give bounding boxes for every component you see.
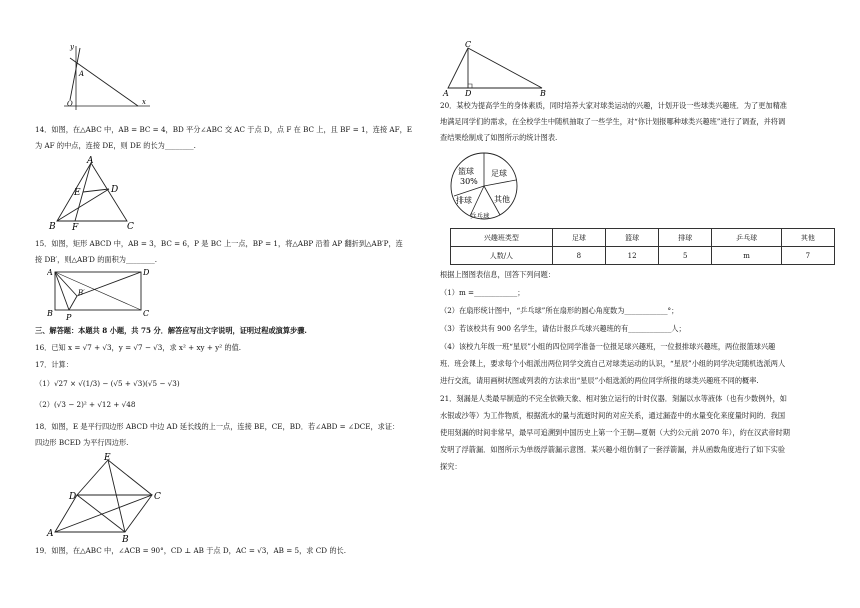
table-header-cell: 其他 xyxy=(781,229,834,247)
q19-text: 19．如图，在△ABC 中，∠ACB = 90°，CD ⊥ AB 于点 D，AC = √3，AB = 5，求 CD 的长. xyxy=(35,546,346,555)
q15-figure xyxy=(47,266,157,322)
q14-label-b: B xyxy=(49,222,56,230)
q19-label-a: A xyxy=(443,89,449,96)
q21-line2: 水银或沙等）为工作物质，根据流水的量与流逝时间的对应关系，通过漏壶中的水量变化来度量时间的．我国 xyxy=(440,411,786,420)
q15-label-a: A xyxy=(47,268,53,277)
table-cell: m xyxy=(712,247,781,265)
table-header-cell: 篮球 xyxy=(605,229,658,247)
q17-part1: （1）√27 × √(1/3) − (√5 + √3)(√5 − √3) xyxy=(35,379,180,388)
q15-line1: 15．如图，矩形 ABCD 中，AB = 3，BC = 6，P 是 BC 上一点，BP = 1，将△ABP 沿着 AP 翻折到△AB′P，连 xyxy=(35,239,403,248)
q14-figure xyxy=(47,155,137,230)
q19-figure xyxy=(440,38,560,96)
origin-label: O xyxy=(67,100,73,108)
q18-label-c: C xyxy=(154,492,161,502)
q16-text: 16．已知 x = √7 + √3，y = √7 − √3，求 x² + xy + y² 的值. xyxy=(35,343,242,352)
q20-prompt: 根据上图图表信息，回答下列问题： xyxy=(440,270,556,279)
table-cell: 8 xyxy=(552,247,605,265)
q14-label-d: D xyxy=(111,185,119,195)
q20-part4-line1: （4）该校九年级一班“星辰”小组的四位同学准备一位报足球兴趣班，一位报排球兴趣班，两位报篮球兴趣 xyxy=(440,342,776,351)
section-3-heading: 三、解答题：本题共 8 小题，共 75 分．解答应写出文字说明，证明过程或演算步骤. xyxy=(35,326,307,335)
table-header-cell: 排球 xyxy=(659,229,712,247)
q20-part3: （3）若该校共有 900 名学生，请估计报乒乓球兴趣班的有____________人； xyxy=(440,324,686,333)
q15-label-bprime: B′ xyxy=(78,289,85,297)
table-header-cell: 乒乓球 xyxy=(712,229,781,247)
q18-figure xyxy=(45,452,175,544)
q21-line3: 使用刻漏的时间非常早，最早可追溯到中国历史上第一个王朝—夏朝（大约公元前 2070 年），約在汉武帝时期 xyxy=(440,428,790,437)
q21-line1: 21．刻漏是人类最早制造的不完全依赖天象、相对独立运行的计时仪器．刻漏以水等液体（也有少数例外，如 xyxy=(440,394,787,403)
q18-label-a: A xyxy=(47,529,54,539)
y-axis-label: y xyxy=(70,43,74,51)
q17-part2: （2）(√3 − 2)² + √12 + √48 xyxy=(35,400,136,409)
pie-chart xyxy=(446,150,526,224)
pie-label-pingpong: 乒乓球 xyxy=(470,212,490,220)
q14-label-f: F xyxy=(72,223,79,230)
q20-part2: （2）在扇形统计图中，“乒乓球”所在扇形的圆心角度数为____________°； xyxy=(440,306,679,315)
q14-line2: 为 AF 的中点，连接 DE，则 DE 的长为________. xyxy=(35,141,196,150)
q17-text: 17．计算： xyxy=(35,360,73,369)
q19-label-c: C xyxy=(465,40,472,49)
table-row xyxy=(451,247,835,265)
q21-line5: 探究： xyxy=(440,462,462,471)
q15-line2: 接 DB′，则△AB′D 的面积为________. xyxy=(35,255,157,264)
table-cell: 5 xyxy=(659,247,712,265)
point-a-label: A xyxy=(79,70,85,78)
x-axis-label: x xyxy=(142,98,146,106)
pie-label-volleyball: 排球 xyxy=(456,196,472,205)
q20-part1: （1）m =____________； xyxy=(440,288,525,297)
q18-label-e: E xyxy=(104,453,111,463)
table-header-cell: 兴趣班类型 xyxy=(451,229,553,247)
q18-line1: 18．如图，E 是平行四边形 ABCD 中边 AD 延长线的上一点，连接 BE，CE，BD．若∠ABD = ∠DCE，求证： xyxy=(35,422,400,431)
q14-line1: 14．如图，在△ABC 中，AB = BC = 4，BD 平分∠ABC 交 AC 于点 D，点 F 在 BC 上，且 BF = 1，连接 AF，E xyxy=(35,125,413,134)
q15-label-d: D xyxy=(143,268,150,277)
q20-part4-line3: 进行交流，请用画树状图或列表的方法求出“星辰”小组选派的两位同学所报的球类兴趣班不同的概率. xyxy=(440,376,759,385)
pie-label-basketball-pct: 30% xyxy=(460,177,478,186)
q15-label-p: P xyxy=(66,313,72,322)
q18-line2: 四边形 BCED 为平行四边形. xyxy=(35,438,129,447)
stats-table xyxy=(450,228,835,265)
table-header-cell: 足球 xyxy=(552,229,605,247)
pie-label-football: 足球 xyxy=(491,169,507,178)
table-cell: 人数/人 xyxy=(451,247,553,265)
pie-label-basketball: 篮球 xyxy=(458,167,474,176)
q18-label-d: D xyxy=(69,492,77,502)
q15-label-b: B xyxy=(47,309,53,318)
q20-part4-line2: 班．班会课上，要求每个小组派出两位同学交流自己对球类运动的认识，“星辰”小组的同学决定随机选派两人 xyxy=(440,359,786,368)
q14-label-a: A xyxy=(87,156,94,166)
q19-label-b: B xyxy=(540,89,546,96)
table-cell: 7 xyxy=(781,247,834,265)
q14-label-c: C xyxy=(127,222,134,230)
coordinate-figure xyxy=(50,40,160,110)
q14-label-e: E xyxy=(74,188,81,198)
q19-label-d: D xyxy=(465,89,472,96)
q20-line3: 查结果绘制成了如图所示的统计图表. xyxy=(440,133,558,142)
pie-label-other: 其他 xyxy=(494,195,510,204)
q18-label-b: B xyxy=(122,535,129,544)
q20-line1: 20．某校为提高学生的身体素质，同时培养大家对球类运动的兴趣，计划开设一些球类兴趣班．为了更加精准 xyxy=(440,101,787,110)
q15-label-c: C xyxy=(143,309,150,318)
q20-line2: 地满足同学们的需求，在全校学生中随机抽取了一些学生，对“你计划报哪种球类兴趣班”进行了调查，并将调 xyxy=(440,117,786,126)
table-cell: 12 xyxy=(605,247,658,265)
table-header-row xyxy=(451,229,835,247)
q21-line4: 发明了浮箭漏．如图所示为单级浮箭漏示意图．某兴趣小组仿制了一套浮箭漏，并从函数角度进行了如下实验 xyxy=(440,445,786,454)
